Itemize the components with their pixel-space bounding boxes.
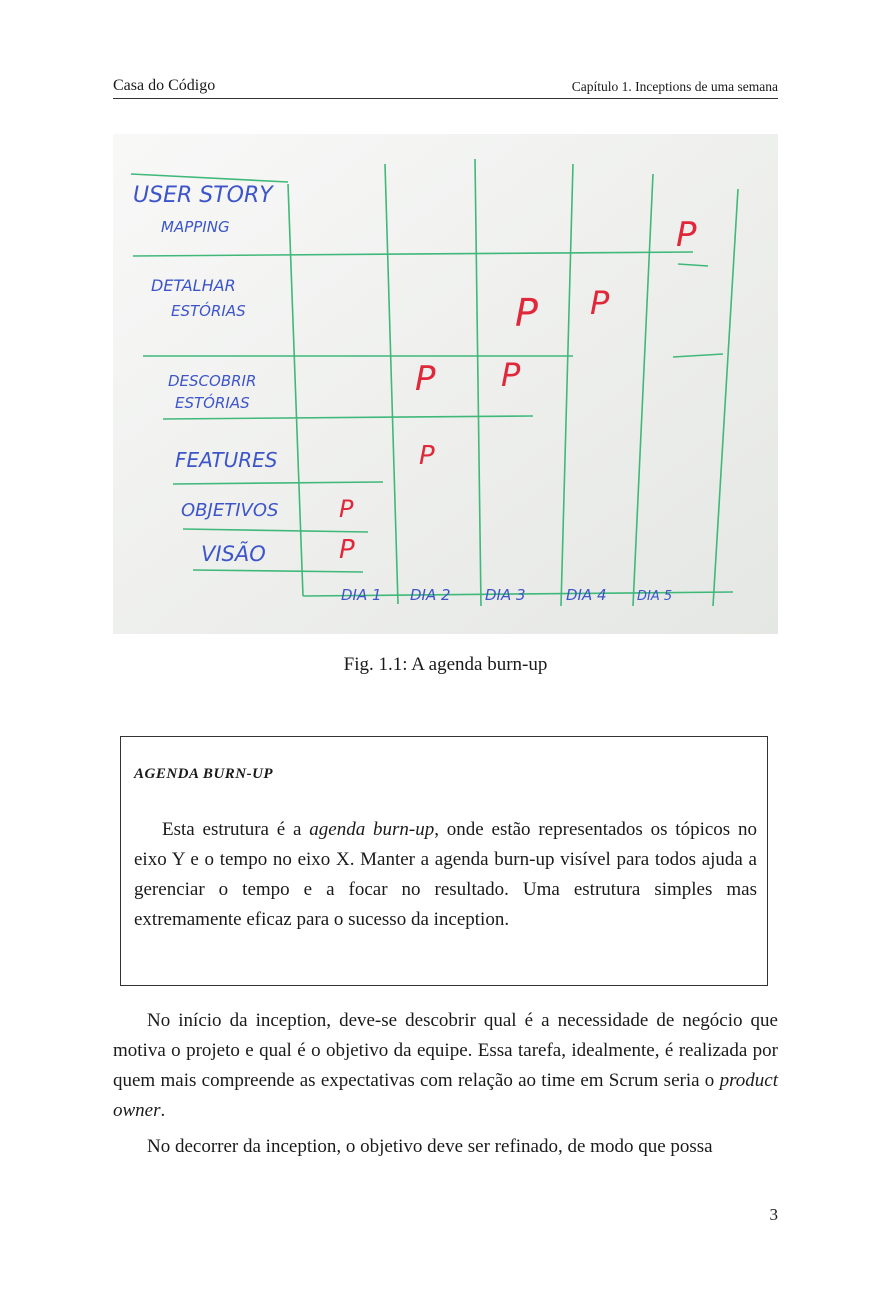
day-label-5: DIA 5 (637, 589, 673, 604)
paragraph-1-text: No início da inception, deve-se descobrir qual é a necessidade de negócio que motiva o projeto e qual é o objetivo da equipe. Essa tarefa, idealmente, é realizada por quem mais compreende as expectativas com relação ao time em Scrum seria o (113, 1010, 778, 1091)
box-text-emphasis: agenda burn-up (309, 819, 435, 840)
progress-mark-detalhar-dia4: P (590, 284, 610, 322)
whiteboard-drawing (113, 134, 778, 634)
page-number: 3 (769, 1205, 778, 1224)
box-text-start: Esta estrutura é a (162, 819, 310, 840)
row-label-descobrir: DESCOBRIR (168, 372, 257, 390)
chapter-title: Capítulo 1. Inceptions de uma semana (571, 79, 778, 94)
box-title: AGENDA BURN-UP (134, 766, 274, 782)
day-label-1: DIA 1 (341, 586, 382, 604)
row-label-visao: VISÃO (201, 542, 266, 566)
progress-mark-features-dia2: P (419, 441, 435, 471)
day-label-4: DIA 4 (566, 586, 607, 604)
book-title: Casa do Código (113, 77, 216, 94)
row-label-estorias-2: ESTÓRIAS (175, 394, 250, 412)
sidebar-box (120, 736, 768, 986)
row-label-user-story: USER STORY (133, 183, 273, 208)
box-text-end: , onde estão representados os tópicos no eixo Y e o tempo no eixo X. Manter a agenda burn-up visível para todos ajuda a gerenciar o tempo e a focar no resultado. Uma estrutura simples mas extremamente eficaz para o sucesso da inception. (134, 819, 757, 930)
row-label-objetivos: OBJETIVOS (181, 500, 279, 521)
row-label-estorias-1: ESTÓRIAS (171, 302, 246, 320)
progress-mark-objetivos-dia1: P (339, 495, 354, 523)
progress-mark-detalhar-dia3: P (515, 291, 538, 335)
row-label-detalhar: DETALHAR (151, 276, 236, 295)
paragraph-2: No decorrer da inception, o objetivo deve ser refinado, de modo que possa (147, 1136, 713, 1157)
box-text (134, 815, 757, 935)
progress-mark-user-story-dia5: P (676, 215, 697, 255)
day-label-2: DIA 2 (410, 586, 451, 604)
day-label-3: DIA 3 (485, 586, 526, 604)
row-label-features: FEATURES (175, 448, 278, 472)
paragraph-1-emphasis: product owner (113, 1070, 778, 1121)
paragraph-1 (113, 1006, 778, 1126)
row-label-mapping: MAPPING (161, 218, 230, 236)
progress-mark-visao-dia1: P (339, 535, 355, 565)
progress-mark-descobrir-dia3: P (501, 356, 521, 394)
whiteboard-photo (113, 134, 778, 634)
figure-caption: Fig. 1.1: A agenda burn-up (343, 654, 548, 675)
paragraph-1-end: . (160, 1100, 166, 1121)
running-header (113, 76, 778, 99)
progress-mark-descobrir-dia2: P (415, 359, 436, 399)
